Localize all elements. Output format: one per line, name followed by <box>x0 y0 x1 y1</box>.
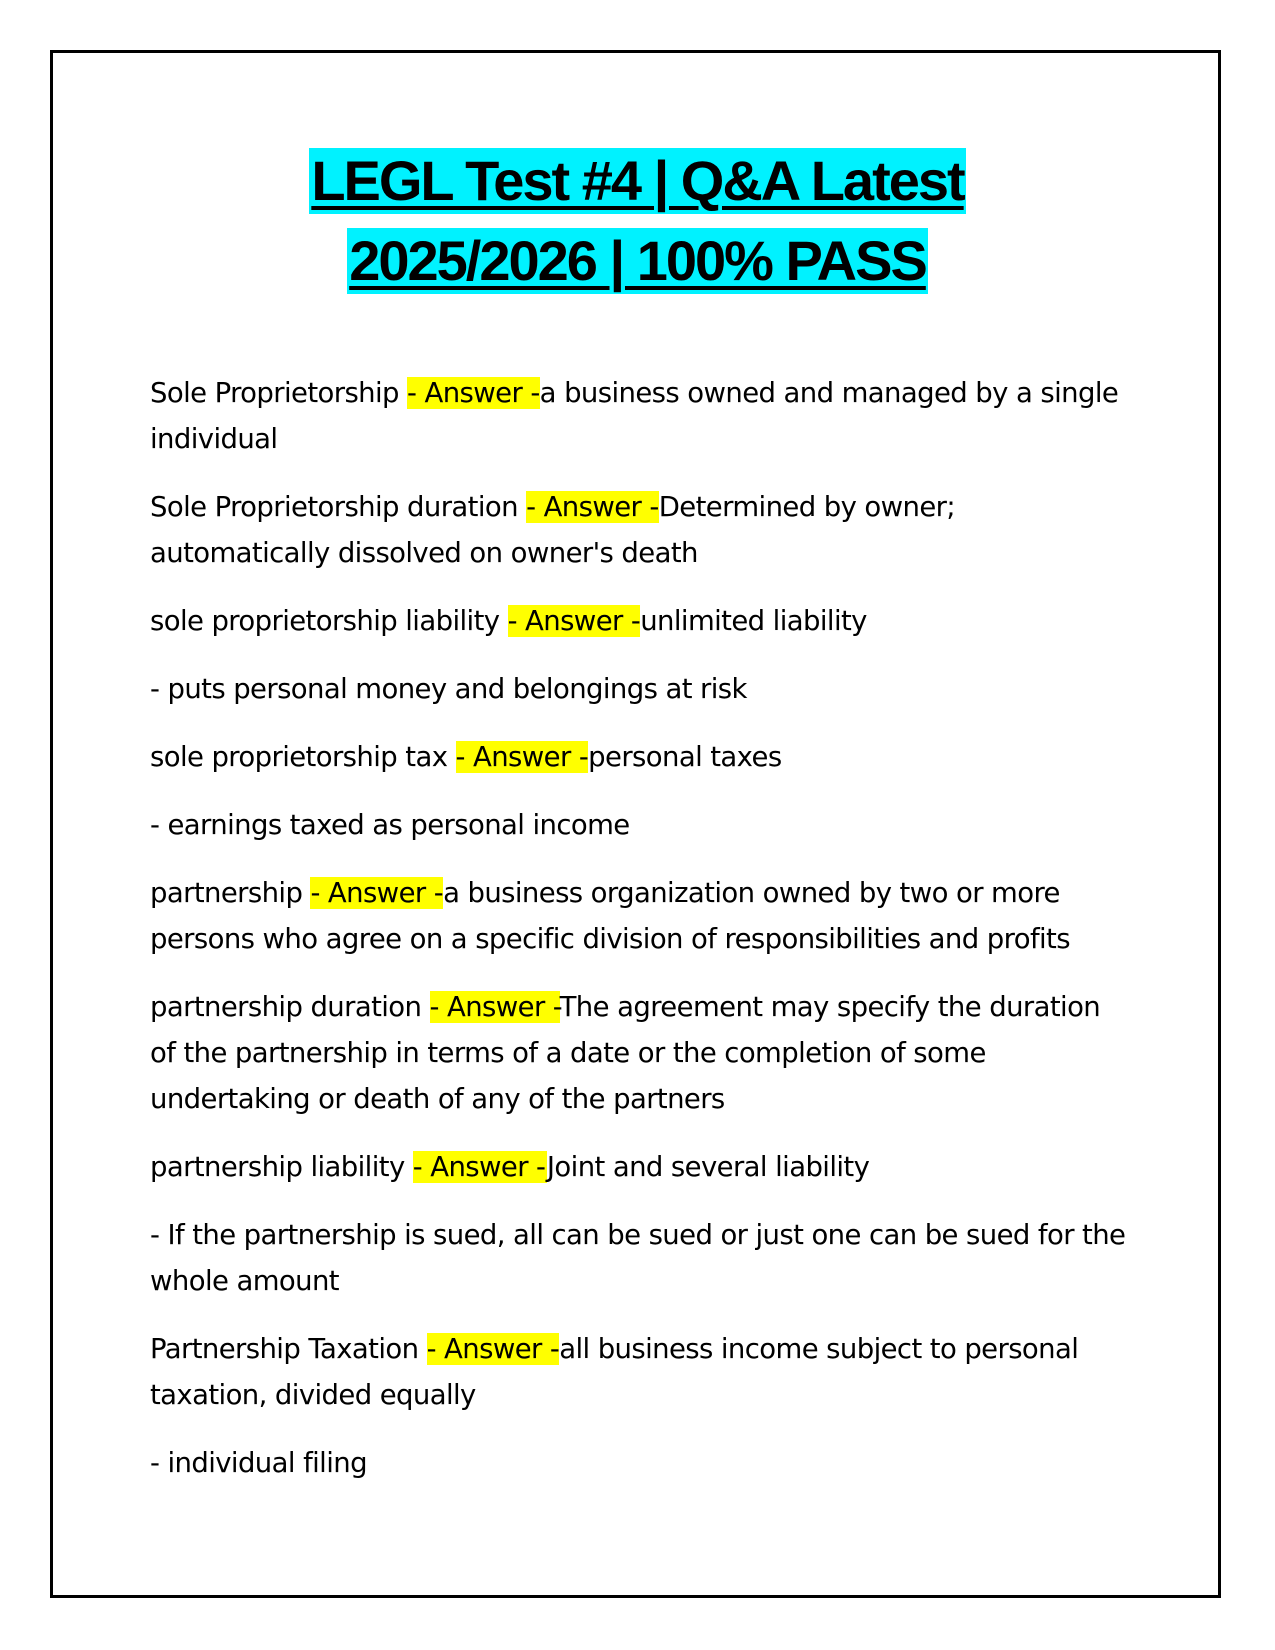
qa-entry <box>150 734 1130 780</box>
qa-entry <box>150 1326 1130 1418</box>
definition: unlimited liability <box>640 605 867 637</box>
term: Partnership Taxation <box>150 1333 427 1365</box>
term: sole proprietorship liability <box>150 605 508 637</box>
term: sole proprietorship tax <box>150 741 456 773</box>
qa-entry <box>150 984 1130 1122</box>
qa-entry <box>150 1144 1130 1190</box>
note-line: - If the partnership is sued, all can be sued or just one can be sued for the whole amount <box>150 1219 1126 1297</box>
term: Sole Proprietorship <box>150 377 408 409</box>
answer-label: - Answer - <box>526 491 659 523</box>
qa-entry <box>150 870 1130 962</box>
answer-label: - Answer - <box>407 377 540 409</box>
qa-list <box>150 370 1130 1508</box>
definition: Determined by owner; automatically dissolved on owner's death <box>150 491 956 569</box>
answer-label: - Answer - <box>426 1333 560 1365</box>
term: partnership duration <box>150 991 430 1023</box>
answer-label: - Answer - <box>310 877 444 909</box>
definition: all business income subject to personal taxation, divided equally <box>150 1333 1079 1411</box>
definition: The agreement may specify the duration of the partnership in terms of a date or the completion of some undertaking or death of any of the partners <box>150 991 1101 1115</box>
term: partnership <box>150 877 311 909</box>
definition: personal taxes <box>588 741 782 773</box>
definition: a business owned and managed by a single individual <box>150 377 1119 455</box>
answer-label: - Answer - <box>412 1151 547 1183</box>
qa-entry <box>150 484 1130 576</box>
answer-label: - Answer - <box>429 991 560 1023</box>
term: partnership liability <box>150 1151 413 1183</box>
note-line: - puts personal money and belongings at risk <box>150 673 747 705</box>
qa-entry <box>150 370 1130 462</box>
note-line: - earnings taxed as personal income <box>150 809 630 841</box>
document-title <box>50 148 1225 308</box>
answer-label: - Answer - <box>507 605 641 637</box>
qa-entry <box>150 598 1130 644</box>
term: Sole Proprietorship duration <box>150 491 527 523</box>
definition: a business organization owned by two or more persons who agree on a specific division of responsibilities and profits <box>150 877 1070 955</box>
title-line-2: 2025/2026 | 100% PASS <box>349 229 926 292</box>
title-line-1: LEGL Test #4 | Q&A Latest <box>311 149 964 212</box>
definition: Joint and several liability <box>546 1151 870 1183</box>
answer-label: - Answer - <box>455 741 589 773</box>
note-line: - individual filing <box>150 1447 367 1479</box>
